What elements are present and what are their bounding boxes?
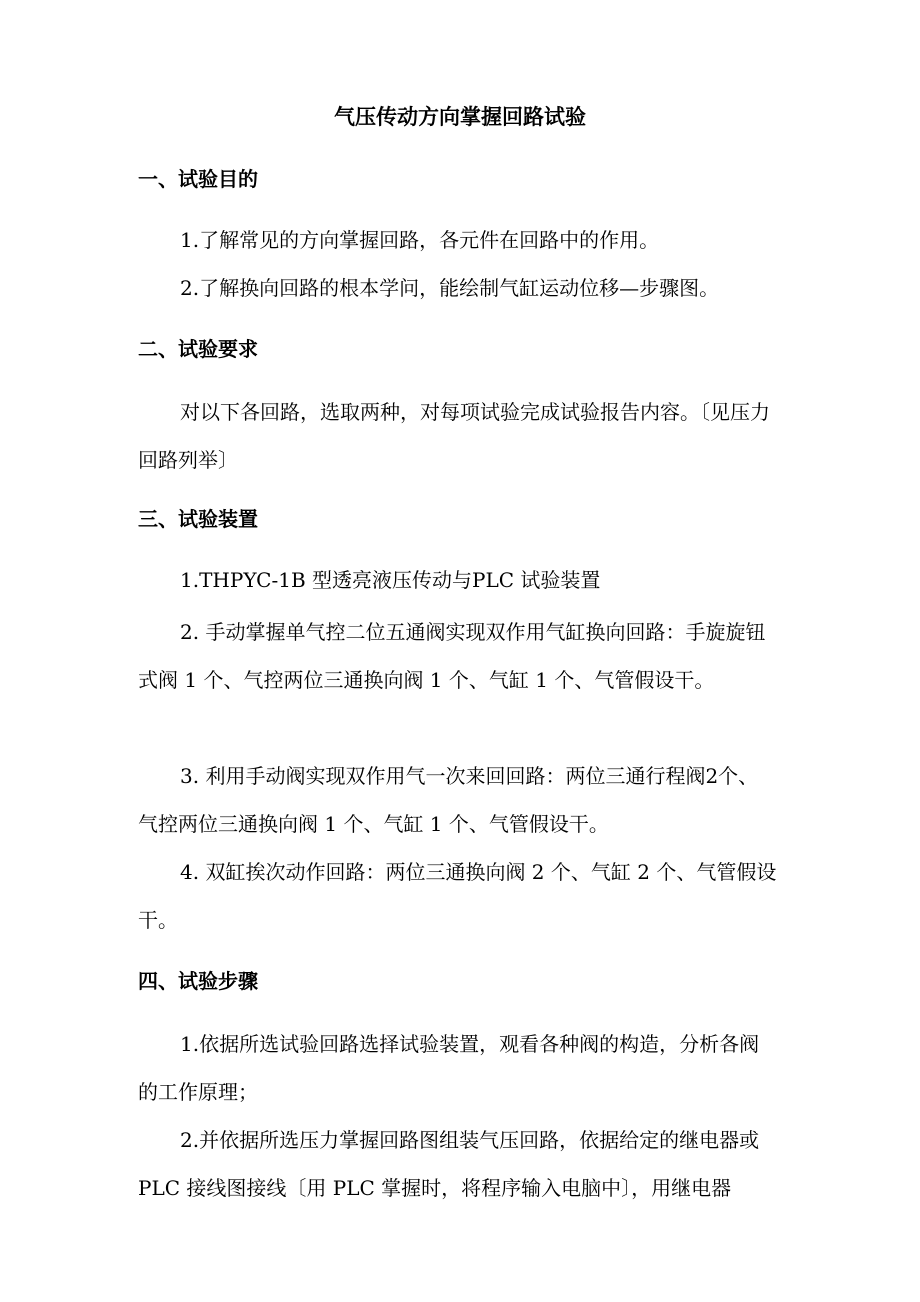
steps-item-2: 2.并依据所选压力掌握回路图组装气压回路，依据给定的继电器或 PLC 接线图接线〔用 PLC 掌握时，将程序输入电脑中〕，用继电器 — [138, 1128, 760, 1200]
equipment-item-2: 2. 手动掌握单气控二位五通阀实现双作用气缸换向回路：手旋旋钮式阀 1 个、气控两位三通换向阀 1 个、气缸 1 个、气管假设干。 — [138, 620, 766, 692]
purpose-item-1: 1.了解常见的方向掌握回路，各元件在回路中的作用。 — [180, 228, 660, 252]
equipment-item-1: 1.THPYC-1B 型透亮液压传动与PLC 试验装置 — [180, 568, 601, 592]
requirements-text: 对以下各回路，选取两种，对每项试验完成试验报告内容。〔见压力回路列举〕 — [138, 400, 770, 472]
section-heading-equipment: 三、试验装置 — [138, 507, 258, 531]
purpose-item-2: 2.了解换向回路的根本学问，能绘制气缸运动位移—步骤图。 — [180, 276, 720, 300]
section-heading-steps: 四、试验步骤 — [138, 969, 258, 993]
section-heading-purpose: 一、试验目的 — [138, 167, 258, 191]
steps-item-1: 1.依据所选试验回路选择试验装置，观看各种阀的构造，分析各阀的工作原理； — [138, 1032, 760, 1104]
document-title: 气压传动方向掌握回路试验 — [334, 104, 586, 129]
section-heading-requirements: 二、试验要求 — [138, 337, 258, 361]
equipment-item-4: 4. 双缸挨次动作回路：两位三通换向阀 2 个、气缸 2 个、气管假设干。 — [138, 860, 777, 932]
equipment-item-3: 3. 利用手动阀实现双作用气一次来回回路：两位三通行程阀2个、气控两位三通换向阀 1 个、气缸 1 个、气管假设干。 — [138, 764, 759, 836]
